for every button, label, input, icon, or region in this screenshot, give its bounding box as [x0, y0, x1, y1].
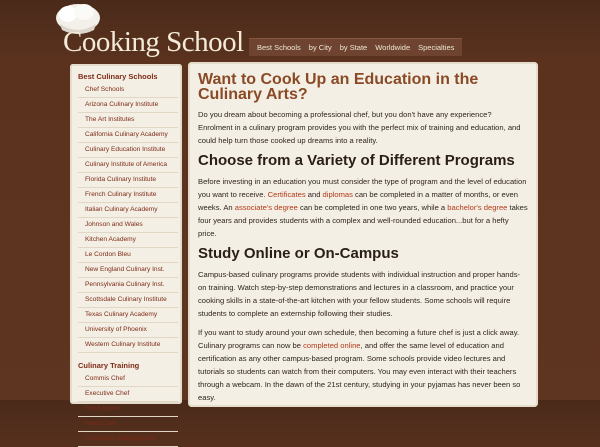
sidebar-item[interactable]: French Culinary Institute [78, 188, 178, 203]
site-title: Cooking School [63, 26, 244, 58]
sidebar-item[interactable]: Commis Chef [78, 372, 178, 387]
sidebar-section-title: Best Culinary Schools [78, 72, 158, 81]
nav-best-schools[interactable]: Best Schools [257, 43, 301, 52]
sidebar-item[interactable]: Chef Schools [78, 83, 178, 98]
page-title: Want to Cook Up an Education in the Culinary Arts? [198, 71, 479, 103]
site-logo[interactable] [48, 2, 248, 58]
sidebar-item[interactable]: Culinary Education Institute [78, 143, 178, 158]
bachelors-degree-link[interactable]: bachelor's degree [447, 203, 508, 212]
sidebar-item[interactable]: Food Stylist [78, 402, 178, 417]
top-navigation [249, 38, 462, 56]
text-fragment: Before investing in an education you must consider the type of program and the level of education you want to receive. [198, 177, 527, 199]
sidebar-item[interactable]: Executive Chef [78, 387, 178, 402]
campus-paragraph: Campus-based culinary programs provide students with individual instruction and proper hands-on training. Watch step-by-step demonstrations and lectures in a classroom, and practice your cooking skills in a state-of-the-art kitchen with your fellow students. Some schools will require students to complete an externship following their studies. [198, 270, 521, 318]
section-heading: Choose from a Variety of Different Programs [198, 152, 515, 169]
sidebar-section-title: Culinary Training [78, 361, 140, 370]
sidebar-list-schools [70, 83, 182, 353]
sidebar-item[interactable]: The Art Institutes [78, 113, 178, 128]
section-heading: Study Online or On-Campus [198, 245, 399, 262]
nav-by-state[interactable]: by State [339, 43, 368, 52]
sidebar-item[interactable]: New England Culinary Inst. [78, 263, 178, 278]
programs-paragraph [198, 175, 528, 240]
sidebar-list-training [70, 372, 182, 447]
sidebar-item[interactable]: Scottsdale Culinary Institute [78, 293, 178, 308]
sidebar-item[interactable]: University of Phoenix [78, 323, 178, 338]
nav-specialties[interactable]: Specialties [418, 43, 455, 52]
text-fragment: If you want to study around your own schedule, then becoming a future chef is just a click away. Culinary programs can now be [198, 328, 520, 350]
text-fragment: , and offer the same level of education and certification as any other campus-based program. Some schools provide video lectures and tutorials so students can watch from their computers. You may even interact with their teachers through a webcam. In the dawn of the 21st century, studying in your pyjamas has never been so easy. [198, 341, 521, 402]
sidebar-item[interactable]: Head Chef [78, 417, 178, 432]
sidebar-item[interactable]: Arizona Culinary Institute [78, 98, 178, 113]
certificates-link[interactable]: Certificates [267, 190, 306, 199]
sidebar-item[interactable]: Johnson and Wales [78, 218, 178, 233]
text-fragment: and [305, 190, 323, 199]
intro-paragraph: Do you dream about becoming a professional chef, but you don't have any experience? Enrolment in a culinary program provides you with the perfect mix of training and education, and could help turn those cooked up dreams into a reality. [198, 110, 521, 145]
sidebar-item[interactable]: Florida Culinary Institute [78, 173, 178, 188]
sidebar-item[interactable]: Kitchen Academy [78, 233, 178, 248]
nav-by-city[interactable]: by City [308, 43, 332, 52]
sidebar [70, 64, 182, 442]
sidebar-item[interactable]: Italian Culinary Academy [78, 203, 178, 218]
text-fragment: takes four years and provides students with a complex and well-rounded education...but for a hefty price. [198, 203, 528, 238]
associates-degree-link[interactable]: associate's degree [234, 203, 298, 212]
diplomas-link[interactable]: diplomas [322, 190, 353, 199]
text-fragment: can be completed in a matter of months, or even weeks. An [198, 190, 518, 212]
sidebar-item[interactable]: Culinary Institute of America [78, 158, 178, 173]
sidebar-item[interactable]: California Culinary Academy [78, 128, 178, 143]
text-fragment: can be completed in one two years, while a [297, 203, 448, 212]
sidebar-item[interactable]: Texas Culinary Academy [78, 308, 178, 323]
completed-online-link[interactable]: completed online [303, 341, 361, 350]
online-paragraph [198, 326, 528, 404]
sidebar-item[interactable]: Pennsylvania Culinary Inst. [78, 278, 178, 293]
sidebar-item[interactable]: Hospitality Management [78, 432, 178, 447]
nav-worldwide[interactable]: Worldwide [375, 43, 411, 52]
main-content [188, 62, 538, 407]
sidebar-item[interactable]: Western Culinary Institute [78, 338, 178, 353]
sidebar-item[interactable]: Le Cordon Bleu [78, 248, 178, 263]
